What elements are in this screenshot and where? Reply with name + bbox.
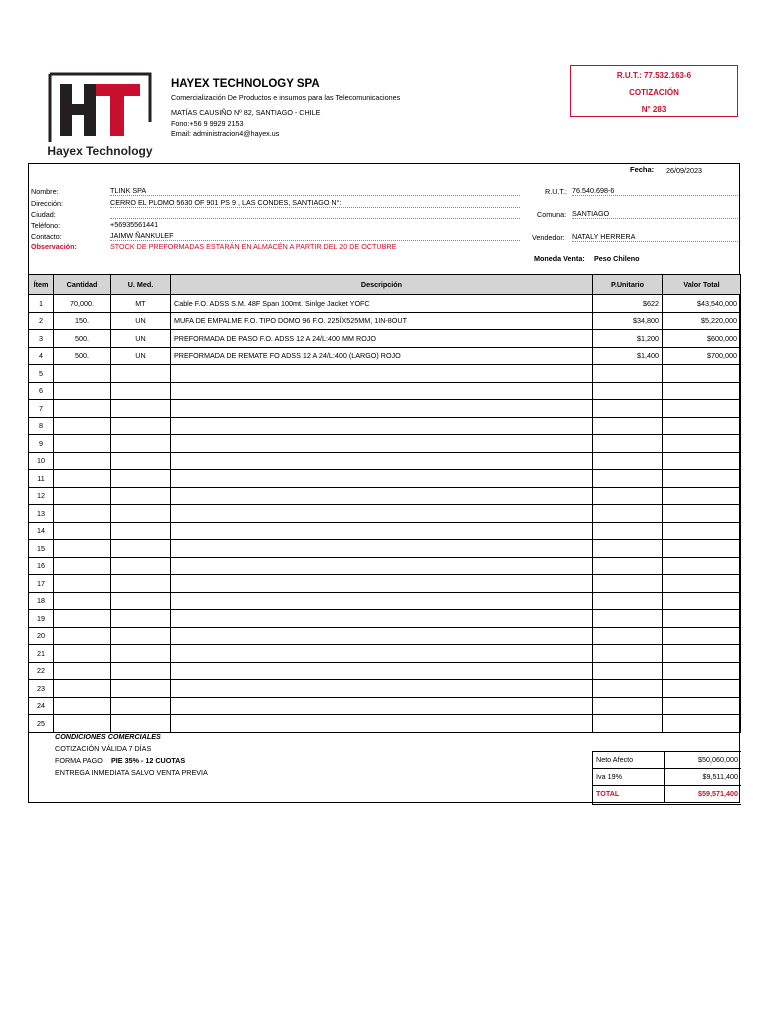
cell-desc xyxy=(171,505,593,523)
cell-desc xyxy=(171,715,593,733)
cell-punit xyxy=(593,505,663,523)
total-value: $59,571,400 xyxy=(698,789,738,798)
col-cantidad: Cantidad xyxy=(54,275,111,295)
observacion-value: STOCK DE PREFORMADAS ESTARÁN EN ALMACÉN A PARTIR DEL 20 DE OCTUBRE xyxy=(110,242,397,251)
table-row xyxy=(29,557,741,575)
cell-total: $43,540,000 xyxy=(663,295,741,313)
cell-cantidad: 150. xyxy=(54,312,111,330)
cell-item: 7 xyxy=(29,400,54,418)
cell-total xyxy=(663,382,741,400)
comuna-value: SANTIAGO xyxy=(572,209,738,219)
cell-punit xyxy=(593,680,663,698)
table-row xyxy=(29,505,741,523)
cell-item: 10 xyxy=(29,452,54,470)
table-row xyxy=(29,592,741,610)
totals-divider xyxy=(664,751,665,802)
neto-label: Neto Afecto xyxy=(596,755,634,764)
cell-umed xyxy=(111,487,171,505)
iva-label: Iva 19% xyxy=(596,772,622,781)
table-row xyxy=(29,662,741,680)
table-row xyxy=(29,330,741,348)
cell-punit: $1,400 xyxy=(593,347,663,365)
cell-item: 25 xyxy=(29,715,54,733)
table-row xyxy=(29,400,741,418)
cell-total xyxy=(663,627,741,645)
conditions-validity: COTIZACIÓN VÁLIDA 7 DÍAS xyxy=(55,744,152,753)
direccion-label: Dirección: xyxy=(31,199,63,208)
nombre-label: Nombre: xyxy=(31,187,59,196)
direccion-value: CERRO EL PLOMO 5630 OF 901 PS 9 , LAS CONDES, SANTIAGO N°: xyxy=(110,198,520,208)
company-tagline: Comercialización De Productos e insumos para las Telecomunicaciones xyxy=(171,93,401,102)
cell-umed xyxy=(111,470,171,488)
company-email: Email: administracion4@hayex.us xyxy=(171,129,280,138)
cell-desc xyxy=(171,557,593,575)
cell-punit xyxy=(593,715,663,733)
cell-item: 17 xyxy=(29,575,54,593)
cell-punit xyxy=(593,627,663,645)
table-row xyxy=(29,610,741,628)
cell-cantidad xyxy=(54,435,111,453)
table-row xyxy=(29,487,741,505)
cell-punit xyxy=(593,540,663,558)
cell-umed: UN xyxy=(111,347,171,365)
cell-punit xyxy=(593,382,663,400)
moneda-value: Peso Chileno xyxy=(594,254,640,263)
cell-punit xyxy=(593,645,663,663)
cell-total xyxy=(663,662,741,680)
table-row xyxy=(29,627,741,645)
cell-desc xyxy=(171,365,593,383)
cell-desc xyxy=(171,697,593,715)
table-row xyxy=(29,417,741,435)
cell-punit xyxy=(593,452,663,470)
cell-umed xyxy=(111,610,171,628)
cell-umed xyxy=(111,557,171,575)
iva-value: $9,511,400 xyxy=(702,772,738,781)
cell-umed xyxy=(111,627,171,645)
cell-punit xyxy=(593,435,663,453)
cell-cantidad xyxy=(54,610,111,628)
cell-cantidad: 500. xyxy=(54,347,111,365)
table-row xyxy=(29,645,741,663)
table-row xyxy=(29,435,741,453)
cell-punit: $34,800 xyxy=(593,312,663,330)
cell-umed xyxy=(111,662,171,680)
table-header-row xyxy=(29,275,741,295)
cell-item: 6 xyxy=(29,382,54,400)
col-umed: U. Med. xyxy=(111,275,171,295)
cell-total xyxy=(663,592,741,610)
cell-total xyxy=(663,522,741,540)
cell-cantidad xyxy=(54,627,111,645)
cell-desc xyxy=(171,400,593,418)
cell-punit xyxy=(593,470,663,488)
cell-item: 1 xyxy=(29,295,54,313)
cell-desc xyxy=(171,435,593,453)
cell-cantidad xyxy=(54,400,111,418)
cell-cantidad: 70,000. xyxy=(54,295,111,313)
cell-cantidad xyxy=(54,417,111,435)
company-phone: Fono:+56 9 9929 2153 xyxy=(171,119,244,128)
cell-total xyxy=(663,575,741,593)
fecha-value: 26/09/2023 xyxy=(666,166,702,175)
items-body xyxy=(29,295,741,733)
cell-item: 19 xyxy=(29,610,54,628)
company-name: HAYEX TECHNOLOGY SPA xyxy=(171,78,320,90)
cell-total xyxy=(663,435,741,453)
cell-umed xyxy=(111,645,171,663)
logo-wordmark: Hayex Technology xyxy=(47,144,153,158)
cell-cantidad xyxy=(54,505,111,523)
cell-umed xyxy=(111,417,171,435)
cell-item: 11 xyxy=(29,470,54,488)
table-row xyxy=(29,312,741,330)
cell-item: 3 xyxy=(29,330,54,348)
cell-umed: UN xyxy=(111,312,171,330)
cell-desc: MUFA DE EMPALME F.O. TIPO DOMO 96 F.O. 225ÍX525MM, 1IN-8OUT xyxy=(171,312,593,330)
cell-punit: $1,200 xyxy=(593,330,663,348)
cell-punit xyxy=(593,557,663,575)
cell-item: 12 xyxy=(29,487,54,505)
quote-id-box xyxy=(570,65,738,117)
cell-item: 9 xyxy=(29,435,54,453)
cell-cantidad xyxy=(54,365,111,383)
cell-desc xyxy=(171,662,593,680)
contacto-value: JAIMW ÑANKULEF xyxy=(110,231,520,241)
cell-total xyxy=(663,557,741,575)
cell-item: 24 xyxy=(29,697,54,715)
cell-item: 13 xyxy=(29,505,54,523)
company-address: MATÍAS CAUSIÑO Nº 82, SANTIAGO - CHILE xyxy=(171,108,321,117)
cell-cantidad xyxy=(54,522,111,540)
cell-umed xyxy=(111,505,171,523)
cell-item: 20 xyxy=(29,627,54,645)
contacto-label: Contacto: xyxy=(31,232,62,241)
cell-cantidad xyxy=(54,662,111,680)
table-row xyxy=(29,470,741,488)
comuna-label: Comuna: xyxy=(537,210,567,219)
cell-cantidad xyxy=(54,540,111,558)
table-row xyxy=(29,697,741,715)
cell-total xyxy=(663,505,741,523)
cell-desc xyxy=(171,627,593,645)
table-row xyxy=(29,680,741,698)
cell-total xyxy=(663,610,741,628)
cell-umed xyxy=(111,680,171,698)
cell-cantidad xyxy=(54,575,111,593)
col-punitario: P.Unitario xyxy=(593,275,663,295)
cell-punit xyxy=(593,592,663,610)
cell-desc: PREFORMADA DE REMATE FO ADSS 12 A 24/L:400 (LARGO) ROJO xyxy=(171,347,593,365)
cell-desc xyxy=(171,522,593,540)
cell-item: 21 xyxy=(29,645,54,663)
cell-item: 8 xyxy=(29,417,54,435)
cell-item: 18 xyxy=(29,592,54,610)
cell-desc xyxy=(171,540,593,558)
cell-cantidad xyxy=(54,557,111,575)
iva-row xyxy=(593,769,741,786)
cell-punit xyxy=(593,522,663,540)
total-label: TOTAL xyxy=(596,789,620,798)
cell-punit xyxy=(593,400,663,418)
cell-cantidad xyxy=(54,680,111,698)
cell-item: 22 xyxy=(29,662,54,680)
table-row xyxy=(29,347,741,365)
col-item: Ítem xyxy=(29,275,54,295)
conditions-delivery: ENTREGA INMEDIATA SALVO VENTA PREVIA xyxy=(55,768,208,777)
observacion-label: Observación: xyxy=(31,242,77,251)
client-rut-value: 76.540.698-6 xyxy=(572,186,738,196)
quote-rut: R.U.T.: 77.532.163-6 xyxy=(616,71,692,80)
cell-cantidad xyxy=(54,715,111,733)
cell-total: $5,220,000 xyxy=(663,312,741,330)
conditions-payment-label: FORMA PAGO xyxy=(55,756,103,765)
nombre-value: TLINK SPA xyxy=(110,186,520,196)
cell-total xyxy=(663,417,741,435)
table-row xyxy=(29,452,741,470)
cell-umed xyxy=(111,715,171,733)
cell-desc xyxy=(171,680,593,698)
cell-umed xyxy=(111,382,171,400)
quote-number: N° 283 xyxy=(641,105,667,114)
ciudad-value xyxy=(110,209,520,219)
cell-umed xyxy=(111,452,171,470)
cell-cantidad xyxy=(54,452,111,470)
cell-umed xyxy=(111,400,171,418)
telefono-label: Teléfono: xyxy=(31,221,61,230)
total-row xyxy=(593,786,741,805)
cell-cantidad: 500. xyxy=(54,330,111,348)
cell-total xyxy=(663,645,741,663)
table-row xyxy=(29,522,741,540)
company-logo xyxy=(46,70,154,158)
items-table xyxy=(28,274,741,733)
cell-cantidad xyxy=(54,470,111,488)
cell-item: 4 xyxy=(29,347,54,365)
cell-item: 14 xyxy=(29,522,54,540)
moneda-label: Moneda Venta: xyxy=(534,254,585,263)
cell-desc xyxy=(171,487,593,505)
cell-umed xyxy=(111,592,171,610)
cell-desc: PREFORMADA DE PASO F.O. ADSS 12 A 24/L:400 MM ROJO xyxy=(171,330,593,348)
cell-item: 23 xyxy=(29,680,54,698)
cell-umed xyxy=(111,540,171,558)
cell-desc xyxy=(171,592,593,610)
table-row xyxy=(29,365,741,383)
cell-total xyxy=(663,400,741,418)
cell-punit xyxy=(593,610,663,628)
table-row xyxy=(29,575,741,593)
cell-punit xyxy=(593,662,663,680)
cell-umed xyxy=(111,575,171,593)
cell-item: 2 xyxy=(29,312,54,330)
cell-total xyxy=(663,470,741,488)
cell-cantidad xyxy=(54,697,111,715)
cell-desc xyxy=(171,470,593,488)
cell-desc xyxy=(171,417,593,435)
client-rut-label: R.U.T.: xyxy=(545,187,567,196)
table-row xyxy=(29,382,741,400)
cell-umed xyxy=(111,697,171,715)
cell-item: 5 xyxy=(29,365,54,383)
quote-title: COTIZACIÓN xyxy=(629,88,679,97)
cell-item: 16 xyxy=(29,557,54,575)
cell-total: $600,000 xyxy=(663,330,741,348)
ciudad-label: Ciudad: xyxy=(31,210,56,219)
vendedor-value: NATALY HERRERA xyxy=(572,232,738,242)
cell-total: $700,000 xyxy=(663,347,741,365)
col-descripcion: Descripción xyxy=(171,275,593,295)
cell-total xyxy=(663,715,741,733)
cell-total xyxy=(663,452,741,470)
cell-punit xyxy=(593,697,663,715)
cell-punit xyxy=(593,417,663,435)
cell-total xyxy=(663,680,741,698)
table-row xyxy=(29,295,741,313)
totals-box xyxy=(592,751,741,805)
cell-desc xyxy=(171,610,593,628)
table-row xyxy=(29,715,741,733)
cell-desc xyxy=(171,382,593,400)
cell-desc: Cable F.O. ADSS S.M. 48F Span 100mt. Sinlge Jacket YOFC xyxy=(171,295,593,313)
telefono-value: +56935561441 xyxy=(110,220,159,229)
neto-row xyxy=(593,752,741,769)
cell-total xyxy=(663,540,741,558)
cell-total xyxy=(663,365,741,383)
cell-total xyxy=(663,487,741,505)
vendedor-label: Vendedor: xyxy=(532,233,565,242)
cell-item: 15 xyxy=(29,540,54,558)
cell-cantidad xyxy=(54,592,111,610)
cell-umed xyxy=(111,365,171,383)
cell-umed: UN xyxy=(111,330,171,348)
cell-desc xyxy=(171,645,593,663)
cell-total xyxy=(663,697,741,715)
cell-punit xyxy=(593,365,663,383)
col-valor-total: Valor Total xyxy=(663,275,741,295)
conditions-title: CONDICIONES COMERCIALES xyxy=(55,732,161,741)
cell-cantidad xyxy=(54,487,111,505)
fecha-label: Fecha: xyxy=(630,165,655,174)
cell-umed: MT xyxy=(111,295,171,313)
neto-value: $50,060,000 xyxy=(698,755,738,764)
cell-umed xyxy=(111,435,171,453)
conditions-payment-value: PIE 35% - 12 CUOTAS xyxy=(111,756,186,765)
cell-cantidad xyxy=(54,382,111,400)
cell-punit xyxy=(593,575,663,593)
cell-punit xyxy=(593,487,663,505)
cell-desc xyxy=(171,575,593,593)
cell-desc xyxy=(171,452,593,470)
cell-punit: $622 xyxy=(593,295,663,313)
cell-cantidad xyxy=(54,645,111,663)
table-row xyxy=(29,540,741,558)
cell-umed xyxy=(111,522,171,540)
